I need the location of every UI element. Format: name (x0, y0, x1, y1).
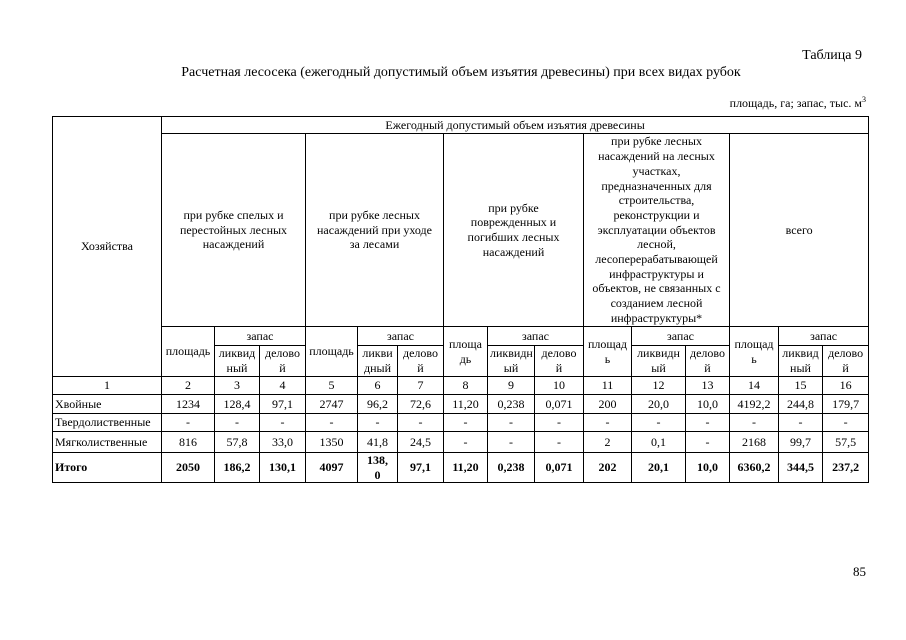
column-number-cell: 3 (215, 377, 260, 395)
value-cell: - (444, 414, 488, 432)
area-header: площад ь (584, 327, 632, 377)
units-text: площадь, га; запас, тыс. м (729, 96, 862, 110)
value-cell: 57,8 (215, 432, 260, 453)
value-cell: 4192,2 (730, 395, 779, 414)
value-cell: - (358, 414, 398, 432)
column-number-cell: 14 (730, 377, 779, 395)
table-label: Таблица 9 (802, 48, 862, 63)
group-header-infrastructure: при рубке лесных насаждений на лесных участках, предназначенных для строительства, реконструкции и эксплуатации объектов лесной, лесоперерабатывающей инфраструктуры и объектов, не связанных с созданием лесной инфраструктуры* (584, 134, 730, 327)
column-number-cell: 13 (686, 377, 730, 395)
value-cell: - (584, 414, 632, 432)
value-cell: 0,1 (632, 432, 686, 453)
value-cell: 816 (162, 432, 215, 453)
area-header: площа дь (444, 327, 488, 377)
liquid-stock-header: ликви дный (358, 346, 398, 377)
value-cell: - (306, 414, 358, 432)
value-cell: 41,8 (358, 432, 398, 453)
value-cell: - (162, 414, 215, 432)
value-cell: 10,0 (686, 453, 730, 483)
area-header: площадь (162, 327, 215, 377)
value-cell: - (779, 414, 823, 432)
value-cell: - (535, 432, 584, 453)
value-cell: - (686, 432, 730, 453)
column-number-cell: 7 (398, 377, 444, 395)
value-cell: 6360,2 (730, 453, 779, 483)
super-header-cell: Ежегодный допустимый объем изъятия древесины (162, 117, 869, 134)
value-cell: 202 (584, 453, 632, 483)
liquid-stock-header: ликвидн ый (488, 346, 535, 377)
value-cell: 97,1 (398, 453, 444, 483)
liquid-stock-header: ликвид ный (779, 346, 823, 377)
value-cell: 138, 0 (358, 453, 398, 483)
value-cell: 2747 (306, 395, 358, 414)
value-cell: 24,5 (398, 432, 444, 453)
group-header-thinning: при рубке лесных насаждений при уходе за лесами (306, 134, 444, 327)
value-cell: - (632, 414, 686, 432)
stock-header: запас (779, 327, 869, 346)
value-cell: - (260, 414, 306, 432)
value-cell: - (398, 414, 444, 432)
table-row (53, 432, 869, 453)
row-name-cell: Мягколиственные (53, 432, 162, 453)
liquid-stock-header: ликвидн ый (632, 346, 686, 377)
value-cell: 20,0 (632, 395, 686, 414)
group-header-mature: при рубке спелых и перестойных лесных насаждений (162, 134, 306, 327)
value-cell: - (488, 414, 535, 432)
column-number-cell: 1 (53, 377, 162, 395)
row-header-cell: Хозяйства (53, 117, 162, 377)
value-cell: 2168 (730, 432, 779, 453)
value-cell: 10,0 (686, 395, 730, 414)
value-cell: - (823, 414, 869, 432)
column-number-cell: 15 (779, 377, 823, 395)
row-name-cell: Итого (53, 453, 162, 483)
allowable-cut-table (52, 116, 869, 483)
value-cell: 99,7 (779, 432, 823, 453)
table-body (53, 395, 869, 483)
value-cell: 244,8 (779, 395, 823, 414)
value-cell: - (686, 414, 730, 432)
value-cell: 0,238 (488, 453, 535, 483)
header-row-groups (53, 134, 869, 327)
value-cell: 4097 (306, 453, 358, 483)
page-number: 85 (853, 564, 866, 579)
business-stock-header: делово й (260, 346, 306, 377)
value-cell: 344,5 (779, 453, 823, 483)
group-header-total: всего (730, 134, 869, 327)
value-cell: 2 (584, 432, 632, 453)
area-header: площадь (306, 327, 358, 377)
table-row (53, 453, 869, 483)
value-cell: 179,7 (823, 395, 869, 414)
stock-header: запас (215, 327, 306, 346)
column-number-cell: 4 (260, 377, 306, 395)
value-cell: 0,071 (535, 395, 584, 414)
area-header: площад ь (730, 327, 779, 377)
value-cell: 130,1 (260, 453, 306, 483)
column-number-cell: 2 (162, 377, 215, 395)
value-cell: 2050 (162, 453, 215, 483)
value-cell: - (215, 414, 260, 432)
liquid-stock-header: ликвид ный (215, 346, 260, 377)
value-cell: - (535, 414, 584, 432)
header-row-subgroups (53, 327, 869, 346)
value-cell: 128,4 (215, 395, 260, 414)
table-row (53, 414, 869, 432)
column-number-cell: 16 (823, 377, 869, 395)
column-number-cell: 12 (632, 377, 686, 395)
table-title: Расчетная лесосека (ежегодный допустимый объем изъятия древесины) при всех видах рубок (181, 65, 741, 80)
stock-header: запас (632, 327, 730, 346)
value-cell: 33,0 (260, 432, 306, 453)
units-note (730, 96, 866, 110)
value-cell: 1234 (162, 395, 215, 414)
value-cell: 237,2 (823, 453, 869, 483)
value-cell: 97,1 (260, 395, 306, 414)
value-cell: - (488, 432, 535, 453)
group-header-damaged: при рубке поврежденных и погибших лесных насаждений (444, 134, 584, 327)
business-stock-header: делово й (686, 346, 730, 377)
business-stock-header: делово й (535, 346, 584, 377)
stock-header: запас (488, 327, 584, 346)
value-cell: 96,2 (358, 395, 398, 414)
value-cell: 186,2 (215, 453, 260, 483)
business-stock-header: делово й (823, 346, 869, 377)
value-cell: 11,20 (444, 395, 488, 414)
value-cell: 57,5 (823, 432, 869, 453)
value-cell: 0,238 (488, 395, 535, 414)
column-number-cell: 9 (488, 377, 535, 395)
column-number-cell: 5 (306, 377, 358, 395)
value-cell: 11,20 (444, 453, 488, 483)
value-cell: 0,071 (535, 453, 584, 483)
table-row (53, 395, 869, 414)
stock-header: запас (358, 327, 444, 346)
value-cell: - (444, 432, 488, 453)
value-cell: 1350 (306, 432, 358, 453)
row-name-cell: Хвойные (53, 395, 162, 414)
column-number-cell: 10 (535, 377, 584, 395)
value-cell: - (730, 414, 779, 432)
column-number-row (53, 377, 869, 395)
column-number-cell: 11 (584, 377, 632, 395)
value-cell: 20,1 (632, 453, 686, 483)
units-superscript: 3 (862, 95, 866, 104)
business-stock-header: делово й (398, 346, 444, 377)
value-cell: 72,6 (398, 395, 444, 414)
row-name-cell: Твердолиственные (53, 414, 162, 432)
header-row-1 (53, 117, 869, 134)
column-number-cell: 6 (358, 377, 398, 395)
value-cell: 200 (584, 395, 632, 414)
column-number-cell: 8 (444, 377, 488, 395)
